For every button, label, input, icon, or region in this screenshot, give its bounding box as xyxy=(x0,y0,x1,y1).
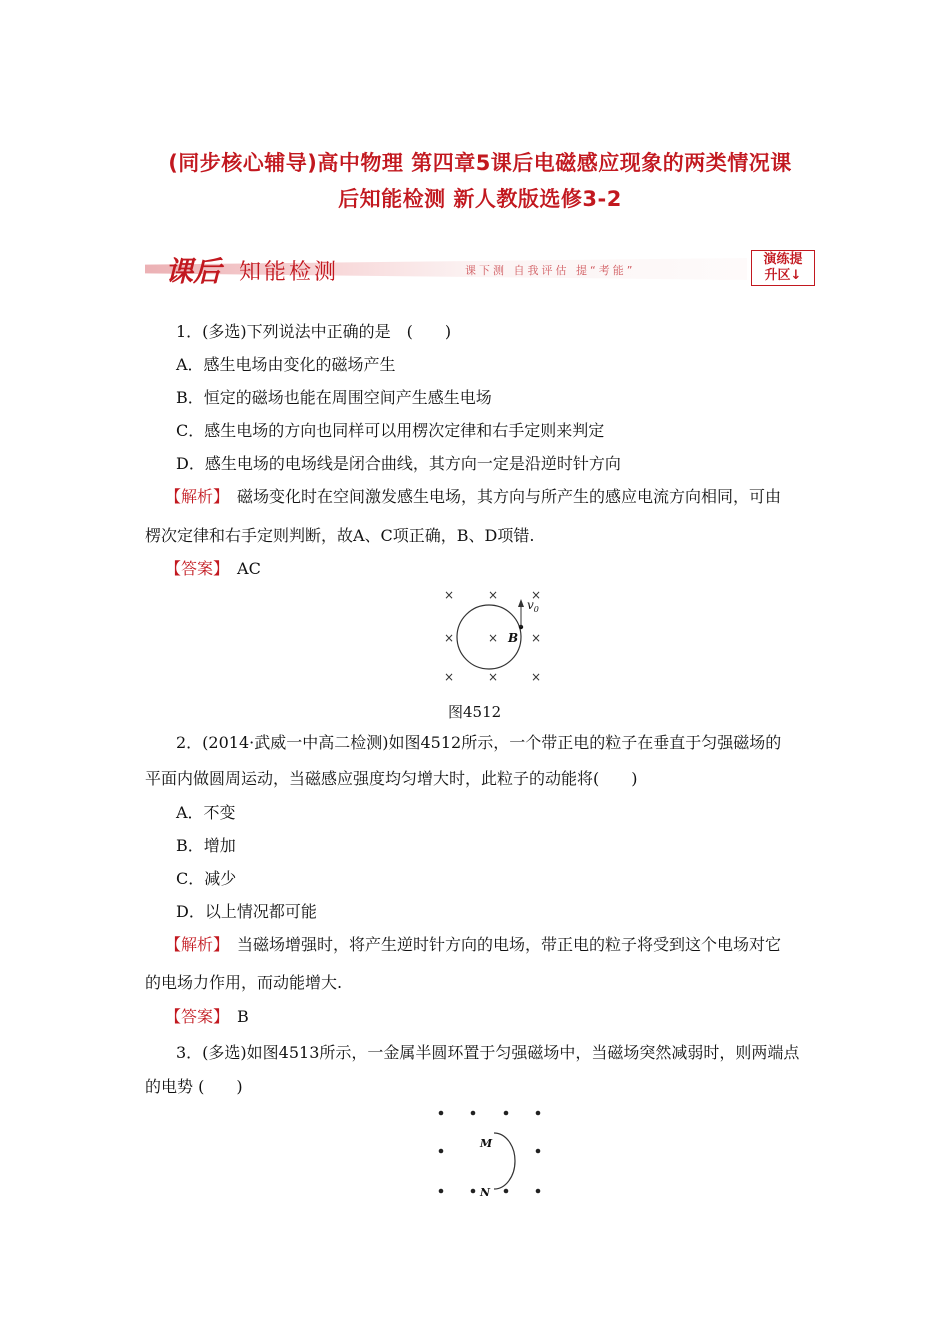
q3-stem-line-2: 的电势 ( ) xyxy=(145,1077,243,1096)
banner-strip xyxy=(145,258,747,280)
q2-option-c: C．减少 xyxy=(176,869,237,888)
label-m: M xyxy=(480,1137,493,1150)
q1-option-b: B．恒定的磁场也能在周围空间产生感生电场 xyxy=(176,388,492,407)
figure-4512-caption: 图4512 xyxy=(448,703,502,721)
q1-analysis-text-1: 磁场变化时在空间激发感生电场，其方向与所产生的感应电流方向相同，可由 xyxy=(221,487,782,506)
q3-stem-line-1: 3．(多选)如图4513所示，一金属半圆环置于匀强磁场中，当磁场突然减弱时，则两端点 xyxy=(176,1043,800,1062)
field-cross: × xyxy=(487,588,499,602)
field-cross: × xyxy=(530,588,542,602)
q2-analysis-line-2: 的电场力作用，而动能增大. xyxy=(145,973,343,992)
q2-analysis-text-1: 当磁场增强时，将产生逆时针方向的电场，带正电的粒子将受到这个电场对它 xyxy=(221,935,782,954)
half-ring xyxy=(494,1133,515,1189)
figure-4512 xyxy=(430,585,550,685)
q2-option-a: A．不变 xyxy=(176,803,236,822)
q2-answer-tag: 【答案】 xyxy=(165,1007,222,1026)
field-cross: × xyxy=(487,631,499,645)
field-cross: × xyxy=(530,631,542,645)
field-cross: × xyxy=(443,588,455,602)
field-dot xyxy=(439,1149,444,1154)
q1-stem: 1．(多选)下列说法中正确的是 ( ) xyxy=(176,322,452,341)
field-dot xyxy=(536,1111,541,1116)
q1-answer-line xyxy=(165,559,261,579)
q2-answer-line xyxy=(165,1007,249,1027)
field-cross: × xyxy=(443,631,455,645)
q1-option-a: A．感生电场由变化的磁场产生 xyxy=(176,355,396,374)
q2-analysis-line-1 xyxy=(165,935,781,955)
document-title-line-2: 后知能检测 新人教版选修3-2 xyxy=(338,187,622,211)
field-dot xyxy=(471,1189,476,1194)
q1-answer-text: AC xyxy=(221,559,261,578)
banner-box xyxy=(751,250,815,286)
field-label-b: B xyxy=(508,631,519,645)
field-cross: × xyxy=(443,670,455,684)
document-title-line-1: (同步核心辅导)高中物理 第四章5课后电磁感应现象的两类情况课 xyxy=(168,151,792,175)
velocity-label: $v_0$ xyxy=(527,598,539,614)
q1-option-c: C．感生电场的方向也同样可以用楞次定律和右手定则来判定 xyxy=(176,421,605,440)
q1-option-d: D．感生电场的电场线是闭合曲线，其方向一定是沿逆时针方向 xyxy=(176,454,621,473)
field-dot xyxy=(439,1111,444,1116)
figure-4513 xyxy=(430,1103,550,1203)
field-dot xyxy=(504,1189,509,1194)
q1-analysis-tag: 【解析】 xyxy=(165,487,222,506)
field-dot xyxy=(504,1111,509,1116)
q1-analysis-line-1 xyxy=(165,487,781,507)
field-dot xyxy=(536,1149,541,1154)
q1-answer-tag: 【答案】 xyxy=(165,559,222,578)
field-dot xyxy=(439,1189,444,1194)
banner-small-text: 课下测 自我评估 提“考能” xyxy=(465,264,636,277)
label-n: N xyxy=(480,1186,491,1199)
banner-mid-text: 知能检测 xyxy=(239,260,340,285)
field-cross: × xyxy=(530,670,542,684)
section-banner xyxy=(145,249,815,287)
q2-option-d: D．以上情况都可能 xyxy=(176,902,317,921)
banner-box-line-1: 演练提 xyxy=(763,252,803,267)
velocity-arrowhead xyxy=(518,599,524,607)
q2-answer-text: B xyxy=(221,1007,249,1026)
banner-box-line-2: 升区↓ xyxy=(764,268,802,283)
field-dot xyxy=(536,1189,541,1194)
q2-option-b: B．增加 xyxy=(176,836,236,855)
q2-stem-line-1: 2．(2014·武威一中高二检测)如图4512所示，一个带正电的粒子在垂直于匀强磁场的 xyxy=(176,733,782,752)
q1-analysis-line-2: 楞次定律和右手定则判断，故A、C项正确，B、D项错. xyxy=(145,526,535,545)
q2-analysis-tag: 【解析】 xyxy=(165,935,222,954)
q2-stem-line-2: 平面内做圆周运动，当磁感应强度均匀增大时，此粒子的动能将( ) xyxy=(145,769,638,788)
field-dot xyxy=(471,1111,476,1116)
banner-big-text: 课后 xyxy=(165,255,222,288)
field-cross: × xyxy=(487,670,499,684)
